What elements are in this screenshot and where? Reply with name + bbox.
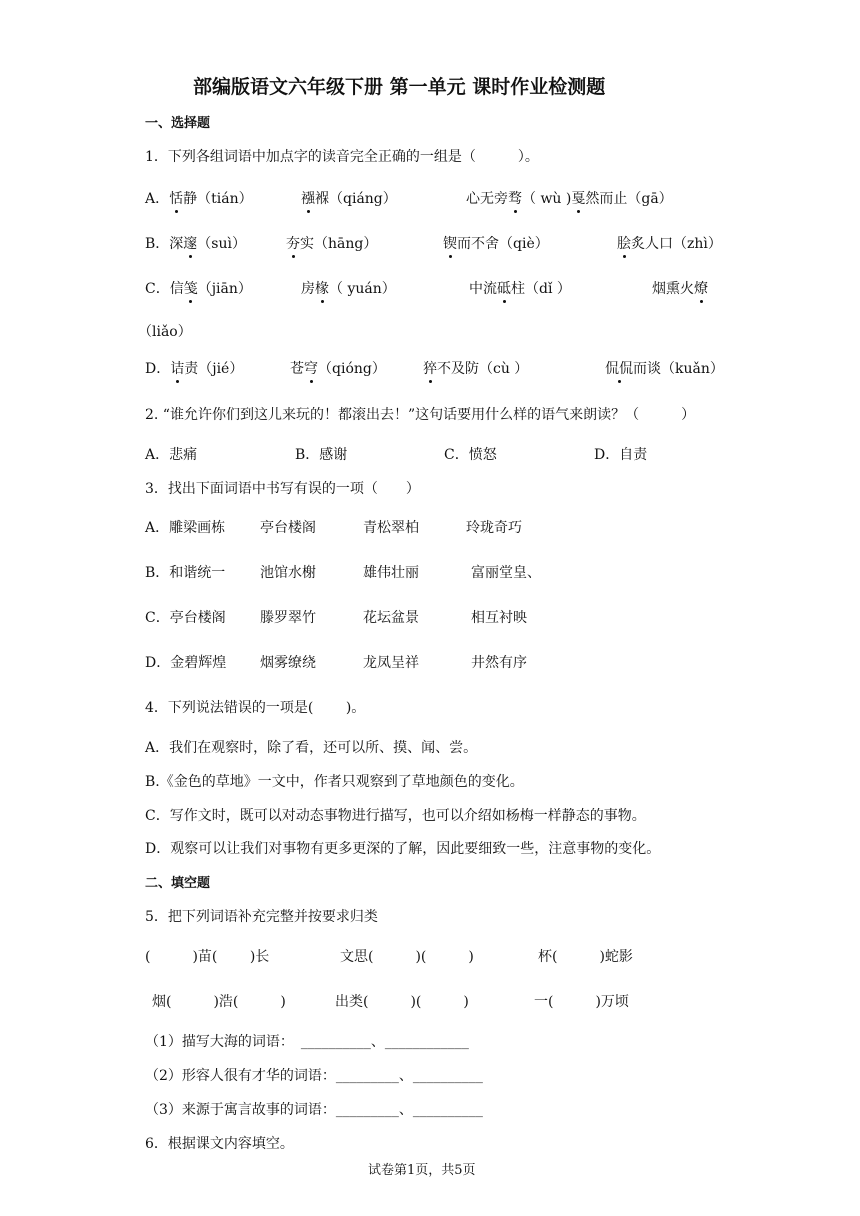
question-4-option-c: C．写作文时，既可以对动态事物进行描写，也可以介绍如杨梅一样静态的事物。 [145,808,646,824]
question-3-option-a-word-4: 玲珑奇巧 [466,520,522,536]
dotted-char: 骛 [508,191,522,207]
question-6-stem: 6．根据课文内容填空。 [145,1136,294,1152]
question-5-idiom-3: 杯( )蛇影 [538,949,633,965]
dotted-char: 猝 [423,361,437,377]
question-4-option-a: A．我们在观察时，除了看，还可以所、摸、闻、尝。 [145,740,478,756]
dotted-char: 穹 [304,361,318,377]
question-2-option-a: A．悲痛 [145,447,198,463]
question-3-option-b-word-2: 池馆水榭 [260,565,316,581]
dotted-char: 诘 [170,361,185,377]
question-3-option-a-word-3: 青松翠柏 [363,520,419,536]
question-5-sub-2: （2）形容人很有才华的词语：_________、__________ [145,1068,483,1084]
dotted-char: 侃侃 [605,361,633,377]
question-5-idiom-5: 出类( )( ) [335,994,469,1010]
question-3-option-c-word-3: 花坛盆景 [363,610,419,626]
question-5-idiom-4: 烟( )浩( ) [152,994,286,1010]
section-heading-fill: 二、填空题 [145,876,211,891]
question-3-option-d-word-1: D．金碧辉煌 [145,655,227,671]
question-3-option-a-word-2: 亭台楼阁 [260,520,316,536]
question-5-idiom-1: ( )苗( )长 [145,949,270,965]
dotted-char: 燎 [694,281,708,297]
question-3-option-b-word-4: 富丽堂皇、 [471,565,541,581]
dotted-char: 襁 [301,191,315,207]
question-3-option-a-word-1: A．雕梁画栋 [145,520,226,536]
question-5-sub-3: （3）来源于寓言故事的词语：_________、__________ [145,1102,483,1118]
question-4-option-d: D．观察可以让我们对事物有更多更深的了解，因此要细致一些，注意事物的变化。 [145,841,661,857]
dotted-char: 邃 [183,236,198,252]
page-footer: 试卷第1页，共5页 [368,1163,476,1178]
section-heading-choice: 一、选择题 [145,116,211,131]
question-2-stem: 2. “谁允许你们到这儿来玩的！都滚出去！”这句话要用什么样的语气来朗读？（ ） [145,407,696,423]
question-2-option-c: C．愤怒 [444,447,497,463]
question-3-option-c-word-1: C．亭台楼阁 [145,610,226,626]
question-4-stem: 4．下列说法错误的一项是( )。 [145,700,366,716]
question-2-option-b: B．感谢 [295,447,348,463]
question-2-option-d: D．自责 [594,447,648,463]
dotted-char: 戛 [571,191,586,207]
question-5-sub-1: （1）描写大海的词语： __________、____________ [145,1034,469,1050]
question-5-idiom-2: 文思( )( ) [340,949,474,965]
question-3-option-c-word-4: 相互衬映 [471,610,527,626]
dotted-char: 脍 [617,236,631,252]
question-5-stem: 5．把下列词语补充完整并按要求归类 [145,909,378,925]
question-3-option-c-word-2: 滕罗翠竹 [260,610,316,626]
question-5-idiom-6: 一( )万顷 [534,994,629,1010]
dotted-char: 笺 [183,281,198,297]
question-3-stem: 3．找出下面词语中书写有误的一项（ ） [145,481,420,497]
dotted-char: 夯 [286,236,300,252]
page-title: 部编版语文六年级下册 第一单元 课时作业检测题 [193,76,606,98]
question-3-option-d-word-4: 井然有序 [471,655,527,671]
question-1-option-c-cont: （liǎo） [138,324,192,340]
question-3-option-d-word-3: 龙凤呈祥 [363,655,419,671]
question-1-stem: 1．下列各组词语中加点字的读音完全正确的一组是（ ）。 [145,149,539,165]
dotted-char: 椽 [315,281,329,297]
question-3-option-b-word-3: 雄伟壮丽 [363,565,419,581]
dotted-char: 砥 [497,281,511,297]
question-3-option-d-word-2: 烟雾缭绕 [260,655,316,671]
question-4-option-b: B.《金色的草地》一文中，作者只观察到了草地颜色的变化。 [145,774,524,790]
question-3-option-b-word-1: B．和谐统一 [145,565,226,581]
dotted-char: 恬 [169,191,184,207]
dotted-char: 锲 [443,236,457,252]
